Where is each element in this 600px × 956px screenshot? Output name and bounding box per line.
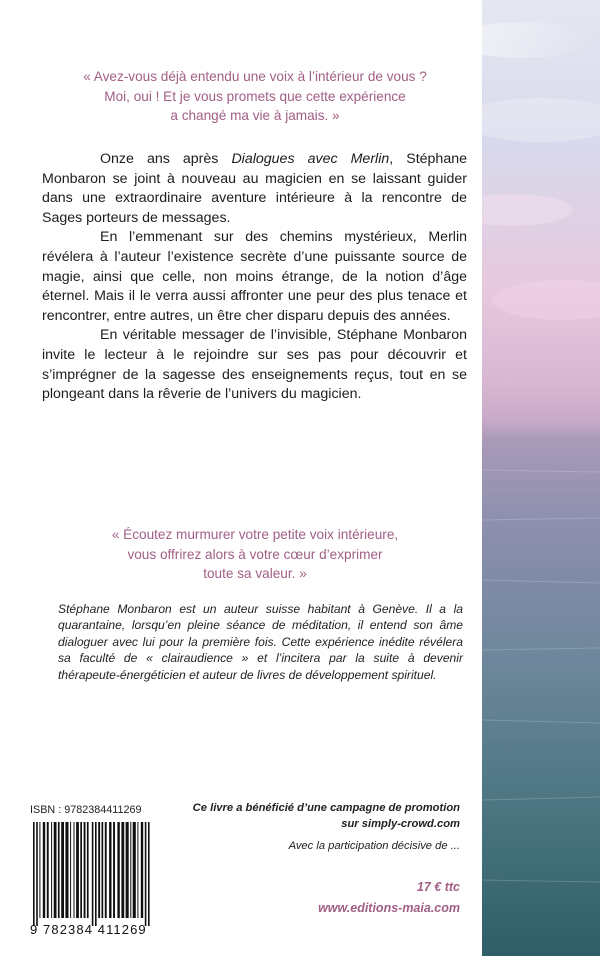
synopsis-paragraph-2: En l’emmenant sur des chemins mystérieux, Merlin révélera à l’auteur l’existence secrète d’une puissante source de magie, ainsi que celle, non moins étrange, de la notion d’âge éternel. Mais il le verra aussi affronter une peur des plus tenace et rencontrer, entre autres, un être cher disparu depuis des années. [42, 229, 467, 324]
quote-line: vous offrirez alors à votre cœur d’exprimer [127, 546, 383, 562]
barcode-bar [65, 822, 68, 918]
barcode-bar [51, 822, 52, 918]
barcode-bar [39, 822, 40, 918]
barcode-bar [109, 822, 111, 918]
publisher-website: www.editions-maia.com [318, 901, 460, 915]
quote-line: a changé ma vie à jamais. » [170, 108, 340, 123]
barcode-bar [98, 822, 100, 918]
synopsis [42, 150, 467, 405]
barcode-bar [84, 822, 86, 918]
quote-line: « Écoutez murmurer votre petite voix intérieure, [111, 527, 399, 542]
opening-quote [40, 67, 470, 126]
barcode-bar [145, 822, 147, 926]
synopsis-paragraph-3: En véritable messager de l’invisible, Stéphane Monbaron invite le lecteur à le rejoindre sur ses pas pour découvrir et s’imprégner de la sagesse des enseignements reçus, tout en se plongeant dans la rêverie de l’univers du magicien. [42, 327, 467, 403]
promotion-note [160, 800, 460, 832]
barcode-bar [43, 822, 45, 918]
isbn-label: ISBN : 9782384411269 [30, 804, 142, 816]
barcode-bar [133, 822, 136, 918]
promotion-line: sur simply-crowd.com [341, 818, 460, 830]
synopsis-paragraph-1 [42, 150, 467, 228]
barcode-bar [141, 822, 143, 918]
quote-line: toute sa valeur. » [203, 566, 307, 581]
barcode-bar [105, 822, 107, 918]
quote-line: Moi, oui ! Et je vous promets que cette expérience [104, 88, 406, 104]
barcode-bar [137, 822, 138, 918]
barcode-bar [87, 822, 89, 918]
barcode-bar [36, 822, 38, 926]
promotion-line: Ce livre a bénéficié d’une campagne de promotion [192, 802, 460, 814]
barcode-bar [61, 822, 64, 918]
barcode [31, 822, 173, 926]
barcode-bar [113, 822, 115, 918]
barcode-bar [126, 822, 129, 918]
synopsis-text: Onze ans après [100, 151, 232, 167]
barcode-bar [47, 822, 49, 918]
author-bio: Stéphane Monbaron est un auteur suisse habitant à Genève. Il a la quarantaine, lorsqu’en pleine séance de méditation, il entend son âme dialoguer avec lui pour la première fois. Cette expérience inédite révélera sa faculté de « clairaudience » et l’incitera par la suite à devenir thérapeute-énergéticien et auteur de livres de développement spirituel. [58, 602, 463, 682]
quote-line: « Avez-vous déjà entendu une voix à l’intérieur de vous ? [83, 69, 427, 84]
price: 17 € ttc [416, 880, 460, 894]
barcode-bar [95, 822, 97, 926]
barcode-bar [70, 822, 71, 918]
barcode-bar [121, 822, 124, 918]
barcode-bar [117, 822, 119, 918]
sea-sky-photo [482, 0, 600, 956]
barcode-bar [76, 822, 79, 918]
barcode-bar [80, 822, 82, 918]
barcode-bar [148, 822, 150, 926]
barcode-bar [54, 822, 57, 918]
barcode-digits: 9 782384 411269 [30, 922, 147, 937]
barcode-bar [58, 822, 60, 918]
synopsis-text: , Stéphane Monbaron se joint à nouveau au magicien en se laissant guider dans une extraordinaire aventure intérieure à la rencontre de Sages porteurs de messages. [42, 151, 467, 226]
partner-note: Avec la participation décisive de ... [288, 840, 460, 852]
barcode-bar [33, 822, 35, 926]
barcode-bar [130, 822, 131, 918]
barcode-bar [92, 822, 94, 926]
closing-quote [40, 525, 470, 584]
barcode-bar [102, 822, 104, 918]
barcode-bar [74, 822, 75, 918]
book-title-reference: Dialogues avec Merlin [231, 151, 390, 167]
